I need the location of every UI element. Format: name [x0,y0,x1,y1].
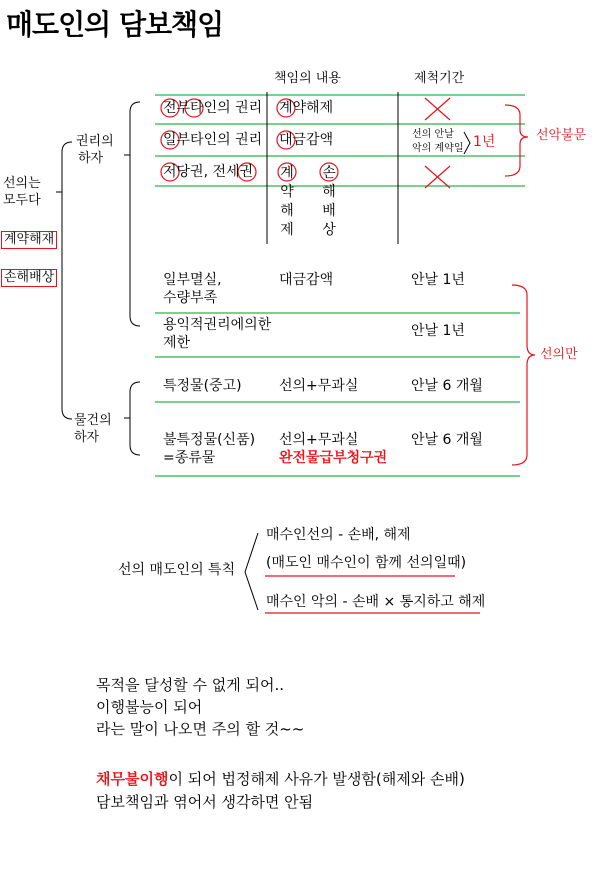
row-partial-loss-period: 안날 1년 [411,272,465,288]
left-damages: 손해배상 [1,269,57,287]
note-2: 이행불능이 되어 [96,698,203,716]
row-usufruct-period: 안날 1년 [411,323,465,339]
row-unspecific-label-2: =종류물 [163,450,216,466]
left-cond-2: 모두다 [3,193,41,208]
row-part-others-note-2: 악의 계약일 [412,143,464,154]
special-title: 선의 매도인의 특칙 [118,562,236,578]
note-4-highlight: 채무불이행 [96,770,169,788]
left-rescission: 계약해재 [1,231,57,249]
row-specific-label: 특정물(중고) [163,378,242,394]
row-part-others-content: 대금감액 [279,132,334,148]
row-specific-content: 선의+무과실 [279,378,359,394]
note-1: 목적을 달성할 수 없게 되어.. [96,676,284,694]
row-partial-loss-label-1: 일부멸실, [163,272,222,288]
row-specific-period: 안날 6 개월 [411,378,483,394]
category-goods-1: 물건의 [74,413,112,428]
row-all-others-content: 계약해제 [279,100,334,116]
bracket-label-good-only: 선의만 [540,347,578,362]
special-line-2: (매도인 매수인이 함께 선의일때) [266,555,467,571]
category-rights-2: 하자 [78,151,104,166]
row-part-others-note-1: 선의 안날 [412,129,454,140]
row-all-others-label: 전부타인의 권리 [163,100,263,116]
row-unspecific-content2: 완전물급부청구권 [279,450,388,466]
row-lien-col1: 계 약 해 제 [280,165,294,238]
row-usufruct-label-1: 용익적권리에의한 [163,317,272,333]
row-usufruct-label-2: 제한 [163,335,191,351]
left-cond-1: 선의는 [3,176,41,191]
row-unspecific-label-1: 불특정물(신품) [163,432,256,448]
note-3: 라는 말이 나오면 주의 할 것~~ [96,720,305,738]
row-part-others-label: 일부타인의 권리 [163,132,263,148]
row-part-others-period: 1년 [473,134,496,150]
header-responsibility: 책임의 내용 [274,71,341,86]
row-lien-label: 저당권, 전세권 [163,164,254,180]
page-title: 매도인의 담보책임 [6,8,224,41]
bracket-label-good-bad: 선악불문 [536,128,587,143]
row-unspecific-content: 선의+무과실 [279,432,359,448]
row-partial-loss-content: 대금감액 [279,272,334,288]
note-4-rest: 이 되어 법정해제 사유가 발생함(해제와 손배) [168,770,465,788]
header-period: 제척기간 [414,71,465,86]
note-4 [96,770,465,788]
special-line-1: 매수인선의 - 손배, 해제 [266,527,411,543]
special-line-3: 매수인 악의 - 손배 × 통지하고 해제 [266,594,486,610]
row-unspecific-period: 안날 6 개월 [411,432,483,448]
category-rights-1: 권리의 [76,134,114,149]
row-partial-loss-label-2: 수량부족 [163,290,218,306]
row-lien-col2: 손 해 배 상 [322,165,336,238]
note-5: 담보책임과 엮어서 생각하면 안됨 [96,793,314,811]
category-goods-2: 하자 [74,430,100,445]
